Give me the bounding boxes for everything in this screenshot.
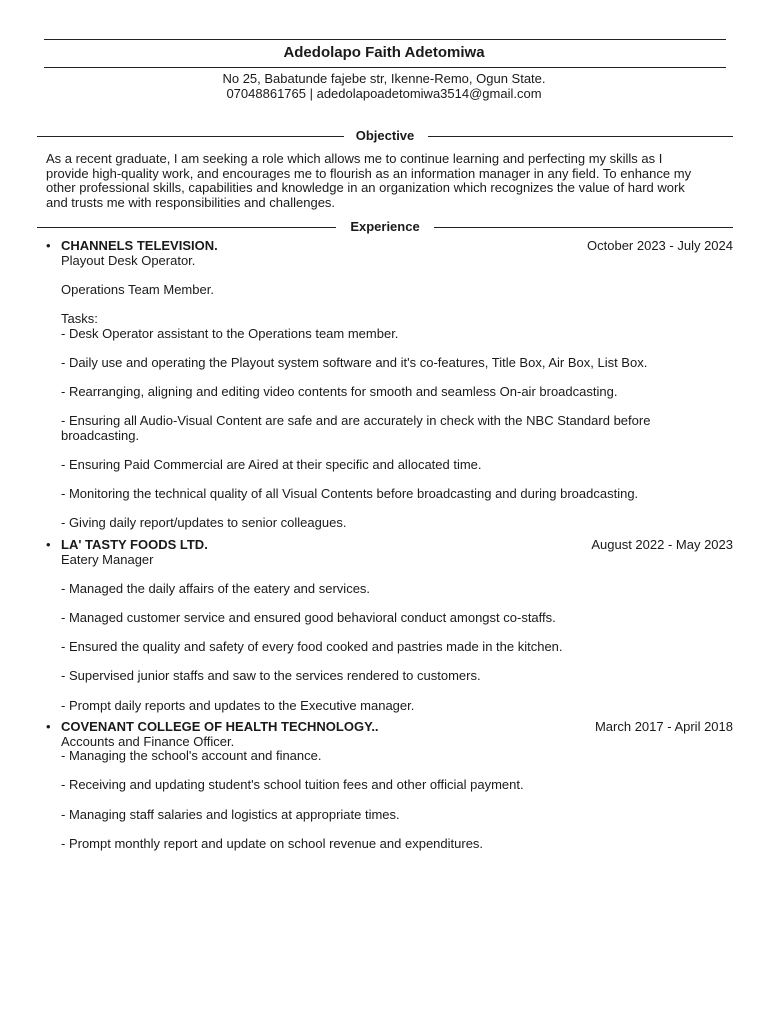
blank-line <box>61 626 733 641</box>
job-dates: October 2023 - July 2024 <box>587 238 733 253</box>
blank-line <box>61 567 733 582</box>
experience-item-la-tasty-foods <box>46 537 733 713</box>
job-detail-line: - Daily use and operating the Playout system software and it's co-features, Title Box, Air Box, List Box. <box>61 354 648 370</box>
contact-phone-email: 07048861765 | adedolapoadetomiwa3514@gmail.com <box>226 86 542 101</box>
job-detail-line: - Monitoring the technical quality of all Visual Contents before broadcasting and during broadcasting. <box>61 486 639 502</box>
candidate-name: Adedolapo Faith Adetomiwa <box>283 44 485 61</box>
blank-line <box>61 297 733 312</box>
job-dates: March 2017 - April 2018 <box>594 719 733 734</box>
job-detail-line: - Ensuring Paid Commercial are Aired at their specific and allocated time. <box>61 456 482 472</box>
job-detail-line: - Ensured the quality and safety of every food cooked and pastries made in the kitchen. <box>61 639 563 655</box>
blank-line <box>61 268 733 283</box>
job-detail-line: - Receiving and updating student's school tuition fees and other official payment. <box>61 777 524 793</box>
job-dates: August 2022 - May 2023 <box>591 537 733 552</box>
name-top-rule <box>44 39 726 40</box>
job-details <box>61 553 733 714</box>
job-detail-line: - Managed customer service and ensured good behavioral conduct amongst co-staffs. <box>61 609 556 625</box>
blank-line <box>61 764 733 779</box>
job-detail-line: - Desk Operator assistant to the Operations team member. <box>61 325 399 341</box>
job-company: LA' TASTY FOODS LTD. <box>61 537 208 552</box>
blank-line <box>61 473 733 488</box>
experience-item-channels-television <box>46 238 733 531</box>
blank-line <box>61 341 733 356</box>
job-detail-line: - Supervised junior staffs and saw to the services rendered to customers. <box>61 668 481 684</box>
blank-line <box>61 502 733 517</box>
job-detail-line: Accounts and Finance Officer. <box>61 733 235 749</box>
job-detail-line: broadcasting. <box>61 427 140 443</box>
blank-line <box>61 370 733 385</box>
job-detail-line: Tasks: <box>61 310 98 326</box>
contact-address: No 25, Babatunde fajebe str, Ikenne-Remo, Ogun State. <box>222 71 546 86</box>
objective-line: other professional skills, capabilities and knowledge in an organization which recognizes the value of hard work <box>46 180 685 196</box>
blank-line <box>61 400 733 415</box>
experience-title: Experience <box>342 219 427 234</box>
objective-line: and trusts me with responsibilities and challenges. <box>46 194 336 210</box>
bullet-icon: • <box>46 238 51 253</box>
job-details <box>61 254 733 531</box>
objective-text <box>46 152 726 210</box>
job-detail-line: - Managed the daily affairs of the eatery and services. <box>61 580 371 596</box>
job-detail-line: Eatery Manager <box>61 551 154 567</box>
bullet-icon: • <box>46 719 51 734</box>
experience-heading <box>37 219 733 235</box>
objective-heading <box>37 128 733 144</box>
job-detail-line: - Rearranging, aligning and editing video contents for smooth and seamless On-air broadcasting. <box>61 383 618 399</box>
job-company: COVENANT COLLEGE OF HEALTH TECHNOLOGY.. <box>61 719 379 734</box>
blank-line <box>61 822 733 837</box>
job-company: CHANNELS TELEVISION. <box>61 238 218 253</box>
blank-line <box>61 655 733 670</box>
job-detail-line: - Prompt monthly report and update on school revenue and expenditures. <box>61 835 484 851</box>
job-detail-line: Operations Team Member. <box>61 281 214 297</box>
job-detail-line: - Prompt daily reports and updates to the Executive manager. <box>61 697 415 713</box>
blank-line <box>61 684 733 699</box>
objective-line: provide high-quality work, and encourages me to flourish as an information manager in any field. To enhance my <box>46 165 692 181</box>
job-details <box>61 735 733 852</box>
experience-item-covenant-college <box>46 719 733 851</box>
job-detail-line: - Ensuring all Audio-Visual Content are safe and are accurately in check with the NBC Standard before <box>61 413 651 429</box>
bullet-icon: • <box>46 537 51 552</box>
job-detail-line: Playout Desk Operator. <box>61 252 196 268</box>
objective-line: As a recent graduate, I am seeking a role which allows me to continue learning and perfecting my skills as I <box>46 151 663 166</box>
objective-title: Objective <box>348 128 423 143</box>
name-bottom-rule <box>44 67 726 68</box>
blank-line <box>61 793 733 808</box>
job-detail-line: - Giving daily report/updates to senior colleagues. <box>61 515 347 531</box>
blank-line <box>61 443 733 458</box>
job-detail-line: - Managing staff salaries and logistics at appropriate times. <box>61 806 400 822</box>
job-detail-line: - Managing the school's account and finance. <box>61 748 322 764</box>
blank-line <box>61 596 733 611</box>
